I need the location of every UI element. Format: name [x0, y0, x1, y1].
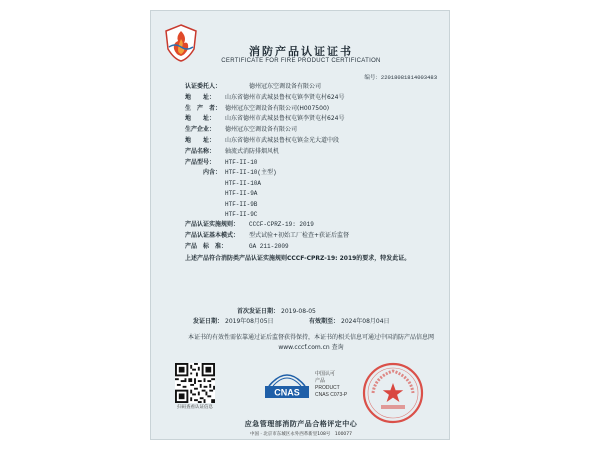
field-label: 产品型号：: [185, 158, 216, 166]
field-value: 德州冠东空调设备有限公司(H007500): [225, 104, 330, 112]
field-value: 型式试验+初始工厂检查+获证后监督: [249, 231, 350, 239]
official-seal-icon: [361, 361, 425, 425]
qr-caption: 扫码查看认证信息: [177, 405, 213, 410]
issue-and-expiry-dates: [151, 317, 450, 327]
field-value: CCCF-CPRZ-19: 2019: [249, 220, 314, 228]
field-label: 内含：: [203, 169, 222, 177]
declaration-text: 上述产品符合消防类产品认证实施规则CCCF-CPRZ-19: 2019的要求，特发此证。: [185, 255, 411, 263]
field-manufacturer: [185, 104, 435, 115]
field-label: 产品认证基本模式：: [185, 231, 240, 239]
certificate-dates: [151, 307, 450, 327]
field-label: 地 址：: [185, 136, 216, 144]
expiry-date-label: 有效期至：: [309, 318, 340, 325]
model-item: [185, 210, 435, 220]
field-models-included: [185, 168, 435, 179]
field-mode: [185, 231, 435, 242]
field-label: 产品认证实施规则：: [185, 220, 240, 228]
certificate-title-english: CERTIFICATE FOR FIRE PRODUCT CERTIFICATION: [221, 58, 381, 64]
field-label: 认证委托人：: [185, 83, 222, 90]
field-applicant: [185, 82, 435, 93]
field-rules: [185, 220, 435, 231]
first-issue-date: [151, 307, 450, 317]
cnas-line: PRODUCT: [315, 385, 340, 391]
field-value: HTF-II-10(主型): [225, 169, 277, 177]
first-issue-date-value: 2019-08-05: [281, 308, 316, 315]
field-model: [185, 158, 435, 169]
issue-date-value: 2019年08月05日: [225, 318, 274, 325]
certificate-number-value: 2201808181400348З: [380, 74, 437, 81]
field-standard: [185, 242, 435, 253]
issuer-address: 中国 · 北京市东城区永外西革新里108号 100077: [249, 432, 353, 437]
field-value: 山东省德州市武城县鲁权屯镇金光大道中段: [225, 136, 340, 144]
model-item-value: HTF-II-9B: [225, 200, 258, 208]
field-value: 轴流式消防排烟风机: [225, 147, 280, 155]
certificate-title: 消防产品认证证书: [249, 45, 353, 58]
cnas-line: CNAS C073-P: [315, 392, 348, 398]
field-label: 生 产 者：: [185, 104, 222, 112]
cnas-caption: [315, 371, 347, 399]
field-value: 山东省德州市武城县鲁权屯镇李贤屯村624号: [225, 115, 345, 123]
certificate-number-label: 编号：: [364, 75, 381, 81]
field-factory-address: [185, 136, 435, 147]
qr-code-icon[interactable]: [175, 363, 215, 403]
field-label: 产品 标 准：: [185, 242, 228, 250]
field-applicant-address: [185, 93, 435, 104]
field-manufacturer-address: [185, 114, 435, 125]
issuing-authority: 应急管理部消防产品合格评定中心: [244, 420, 358, 428]
field-value: GA 211-2009: [249, 242, 289, 250]
field-label: 地 址：: [185, 93, 216, 101]
field-label: 地 址：: [185, 115, 216, 123]
field-label: 生产企业：: [185, 126, 216, 134]
validity-note: 本证书的有效性需依靠通过证后监督获得保持，本证书的相关信息可通过中国消防产品信息网 www.cccf.com.cn 查询: [187, 334, 434, 351]
field-value: 德州冠东空调设备有限公司: [249, 83, 322, 90]
issue-date-label: 发证日期：: [193, 318, 224, 325]
field-label: 产品名称：: [185, 147, 216, 155]
expiry-date-value: 2024年08月04日: [341, 318, 390, 325]
certificate-fields: [185, 82, 435, 263]
model-item: [185, 200, 435, 210]
model-item-value: HTF-II-10A: [225, 180, 262, 188]
cnas-accreditation-logo-icon: [263, 366, 311, 402]
cnas-logo-text: CNAS: [274, 387, 300, 398]
first-issue-date-label: 首次发证日期：: [237, 308, 280, 315]
certificate-sheet: [150, 10, 450, 440]
field-factory: [185, 125, 435, 136]
cnas-line: 产品: [315, 378, 326, 384]
field-value: 山东省德州市武城县鲁权屯镇李贤屯村624号: [225, 93, 345, 101]
model-item: [185, 189, 435, 199]
model-item-value: HTF-II-9A: [225, 190, 258, 198]
model-item-value: HTF-II-9C: [225, 210, 258, 218]
field-product-name: [185, 147, 435, 158]
field-value: HTF-II-10: [225, 158, 258, 166]
certificate-number: [364, 73, 437, 81]
field-value: 德州冠东空调设备有限公司: [225, 126, 298, 134]
model-item: [185, 179, 435, 189]
cnas-line: 中国认可: [315, 371, 336, 377]
